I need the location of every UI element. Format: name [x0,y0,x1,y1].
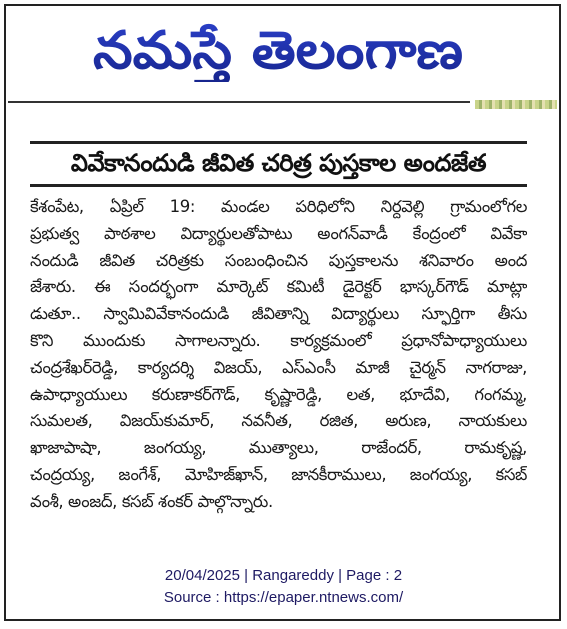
masthead-title: నమస్తే తెలంగాణ [93,21,434,81]
article-line: చంద్రయ్య, జంగేశ్, మోహిజ్‌ఖాన్, జానకీరాములు, జంగయ్య, కసబ్ [30,464,527,484]
article-line: జేశారు. ఈ సందర్భంగా మార్కెట్ కమిటీ డైరెక్టర్ భాస్కర్‌గౌడ్ మాట్లా [30,277,527,297]
article-body [30,194,527,516]
article-line: ఖాజాపాషా, జంగయ్య, ముత్యాలు, రాజేందర్, రామకృష్ణ, [30,438,527,458]
article-line: సుమలత, విజయ్‌కుమార్, నవనీత, రజిత, అరుణ, నాయకులు [30,411,527,431]
article-line: చంద్రశేఖర్‌రెడ్డి, కార్యదర్శి విజయ్, ఎస్ఎంసీ మాజీ చైర్మన్ నాగరాజు, [30,357,527,377]
article-line: డుతూ.. స్వామివివేకానందుడి జీవితాన్ని విద్యార్థులు స్ఫూర్తిగా తీసు [30,304,527,324]
masthead-rule [8,101,470,103]
article-line: వంశీ, అంజద్, కసబ్ శంకర్ పాల్గొన్నారు. [30,491,273,511]
footer-source-link[interactable]: Source : https://epaper.ntnews.com/ [163,589,404,606]
article-headline: వివేకానందుడి జీవిత చరిత్ర పుస్తకాల అందజేత [70,149,487,177]
decorative-strip [475,100,557,109]
article-line: కొని ముందుకు సాగాలన్నారు. కార్యక్రమంలో ప్రధానోపాధ్యాయులు [30,330,527,350]
article-line: ఉపాధ్యాయులు కరుణాకర్‌గౌడ్, కృష్ణారెడ్డి, లత, భూదేవి, గంగమ్మ, [30,384,527,404]
article-line: కేశంపేట, ఏప్రిల్ 19: మండల పరిధిలోని నిర్దవెల్లి గ్రామంలోగల [30,197,527,216]
masthead-logo [88,6,468,82]
headline-box [30,141,527,187]
article-line: ప్రభుత్వ పాఠశాల విద్యార్థులతోపాటు అంగన్‌వాడీ కేంద్రంలో వివేకా [30,223,527,243]
footer-date-edition: 20/04/2025 | Rangareddy | Page : 2 [164,567,403,584]
newspaper-masthead [88,6,468,82]
article-line: నందుడి జీవిత చరిత్రకు సంబంధించిన పుస్తకాలను శనివారం అంద [30,250,527,270]
